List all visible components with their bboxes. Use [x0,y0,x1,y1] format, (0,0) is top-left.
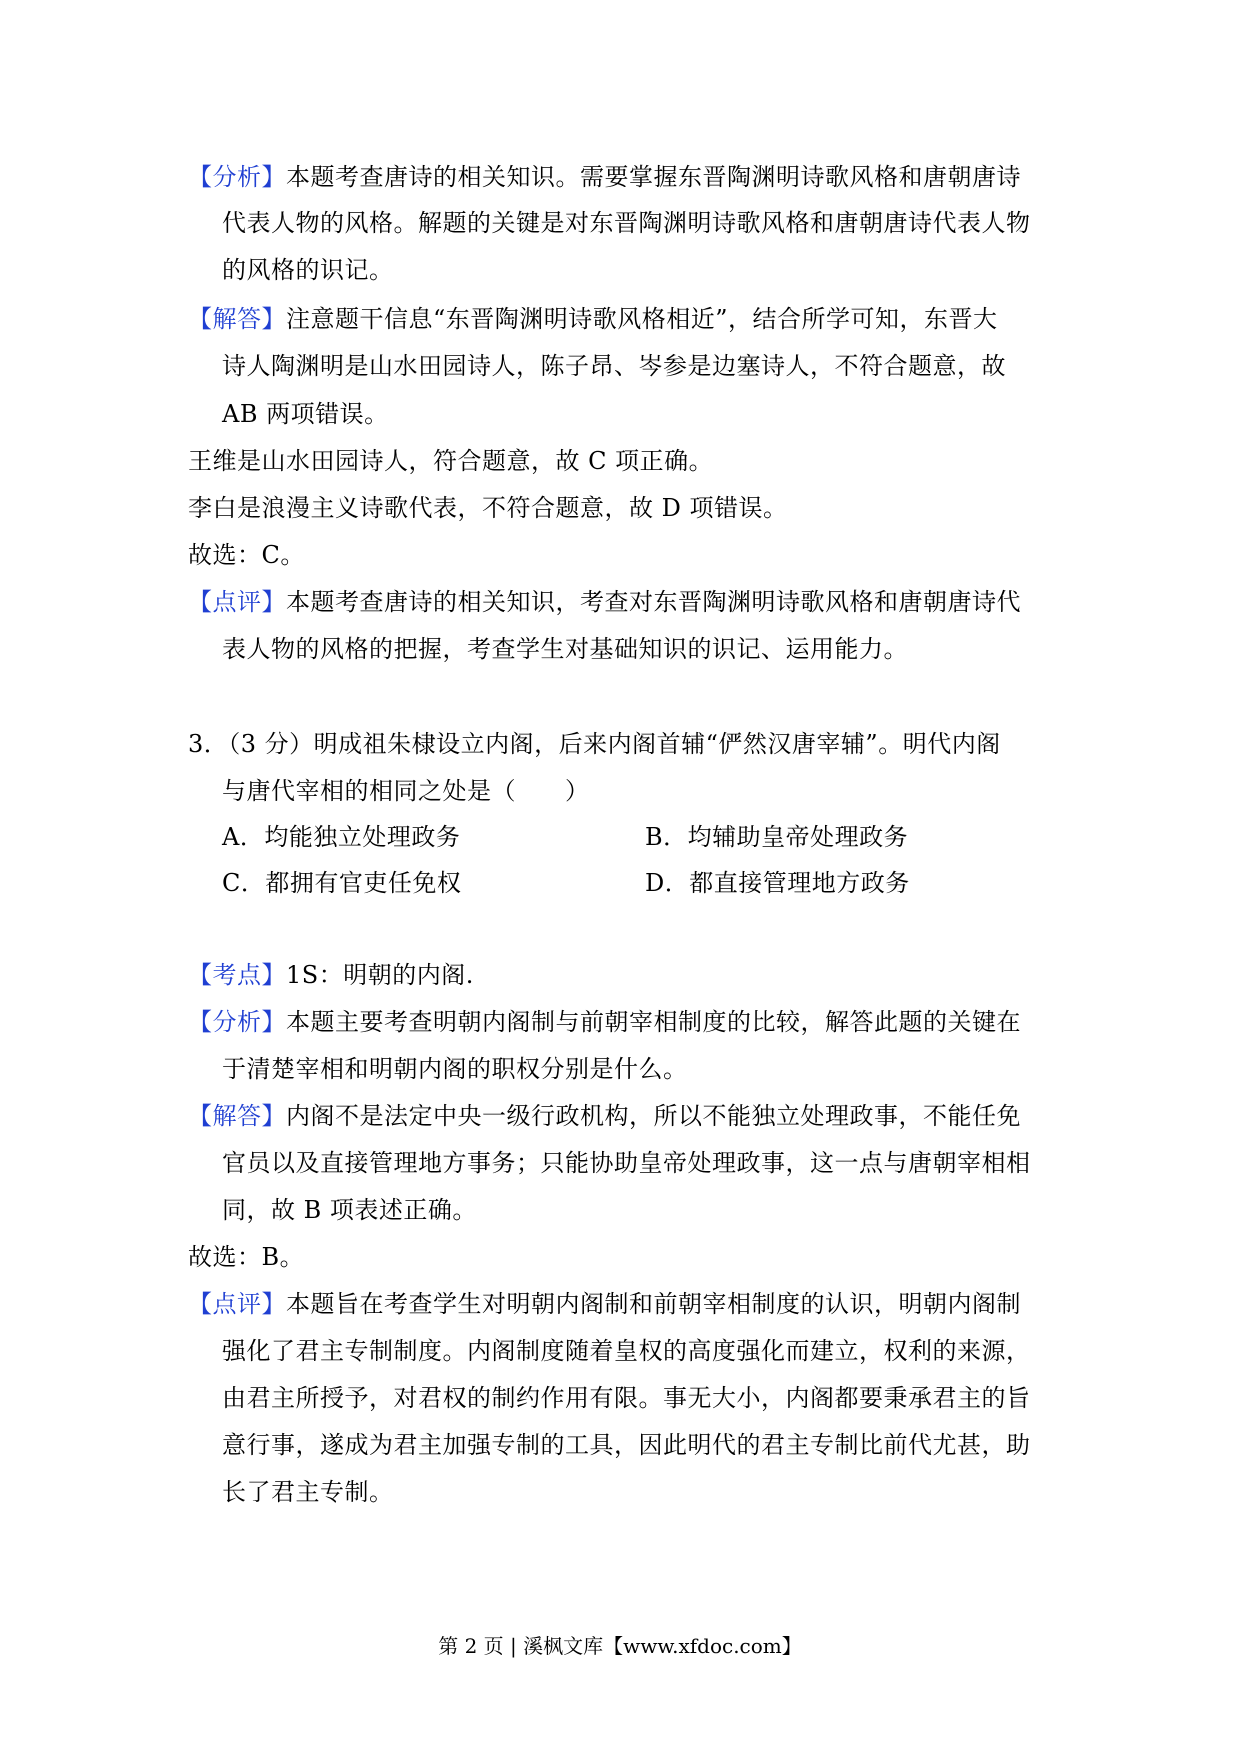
comment-line: 长了君主专制。 [222,1478,394,1506]
solution-line: AB 两项错误。 [222,400,389,428]
answer-line: 故选：B。 [188,1243,305,1271]
comment-line: 意行事，遂成为君主加强专制的工具，因此明代的君主专制比前代尤甚，助 [222,1431,1031,1459]
analysis-line: 【分析】本题主要考查明朝内阁制与前朝宰相制度的比较，解答此题的关键在 [188,1008,1021,1036]
solution-line: 【解答】内阁不是法定中央一级行政机构，所以不能独立处理政事，不能任免 [188,1102,1021,1130]
option-d: D．都直接管理地方政务 [645,869,910,897]
solution-tag: 【解答】 [188,1102,286,1130]
keypoint-tag: 【考点】 [188,961,286,989]
solution-line: 王维是山水田园诗人，符合题意，故 C 项正确。 [188,447,714,475]
question-stem: 与唐代宰相的相同之处是（ ） [222,777,590,805]
comment-tag: 【点评】 [188,1290,286,1318]
comment-line: 【点评】本题考查唐诗的相关知识，考查对东晋陶渊明诗歌风格和唐朝唐诗代 [188,588,1021,616]
question-stem: 3．（3 分）明成祖朱棣设立内阁，后来内阁首辅“俨然汉唐宰辅”。明代内阁 [188,730,1001,758]
solution-line: 【解答】注意题干信息“东晋陶渊明诗歌风格相近”，结合所学可知，东晋大 [188,305,998,333]
analysis-line: 【分析】本题考查唐诗的相关知识。需要掌握东晋陶渊明诗歌风格和唐朝唐诗 [188,163,1021,191]
comment-line: 由君主所授予，对君权的制约作用有限。事无大小，内阁都要秉承君主的旨 [222,1384,1031,1412]
solution-line: 同，故 B 项表述正确。 [222,1196,477,1224]
page-footer: 第 2 页 | 溪枫文库【www.xfdoc.com】 [438,1634,802,1658]
solution-line: 官员以及直接管理地方事务；只能协助皇帝处理政事，这一点与唐朝宰相相 [222,1149,1031,1177]
analysis-line: 代表人物的风格。解题的关键是对东晋陶渊明诗歌风格和唐朝唐诗代表人物 [222,209,1031,237]
option-c: C．都拥有官吏任免权 [222,869,462,897]
keypoint-line: 【考点】1S：明朝的内阁. [188,961,474,989]
option-a: A．均能独立处理政务 [222,823,461,851]
analysis-line: 的风格的识记。 [222,256,394,284]
analysis-tag: 【分析】 [188,163,286,191]
analysis-tag: 【分析】 [188,1008,286,1036]
comment-line: 表人物的风格的把握，考查学生对基础知识的识记、运用能力。 [222,635,908,663]
option-b: B．均辅助皇帝处理政务 [645,823,909,851]
solution-tag: 【解答】 [188,305,286,333]
solution-line: 诗人陶渊明是山水田园诗人，陈子昂、岑参是边塞诗人，不符合题意，故 [222,352,1006,380]
analysis-line: 于清楚宰相和明朝内阁的职权分别是什么。 [222,1055,688,1083]
comment-line: 【点评】本题旨在考查学生对明朝内阁制和前朝宰相制度的认识，明朝内阁制 [188,1290,1021,1318]
solution-line: 李白是浪漫主义诗歌代表，不符合题意，故 D 项错误。 [188,494,788,522]
answer-line: 故选：C。 [188,541,305,569]
comment-line: 强化了君主专制制度。内阁制度随着皇权的高度强化而建立，权利的来源， [222,1337,1031,1365]
comment-tag: 【点评】 [188,588,286,616]
